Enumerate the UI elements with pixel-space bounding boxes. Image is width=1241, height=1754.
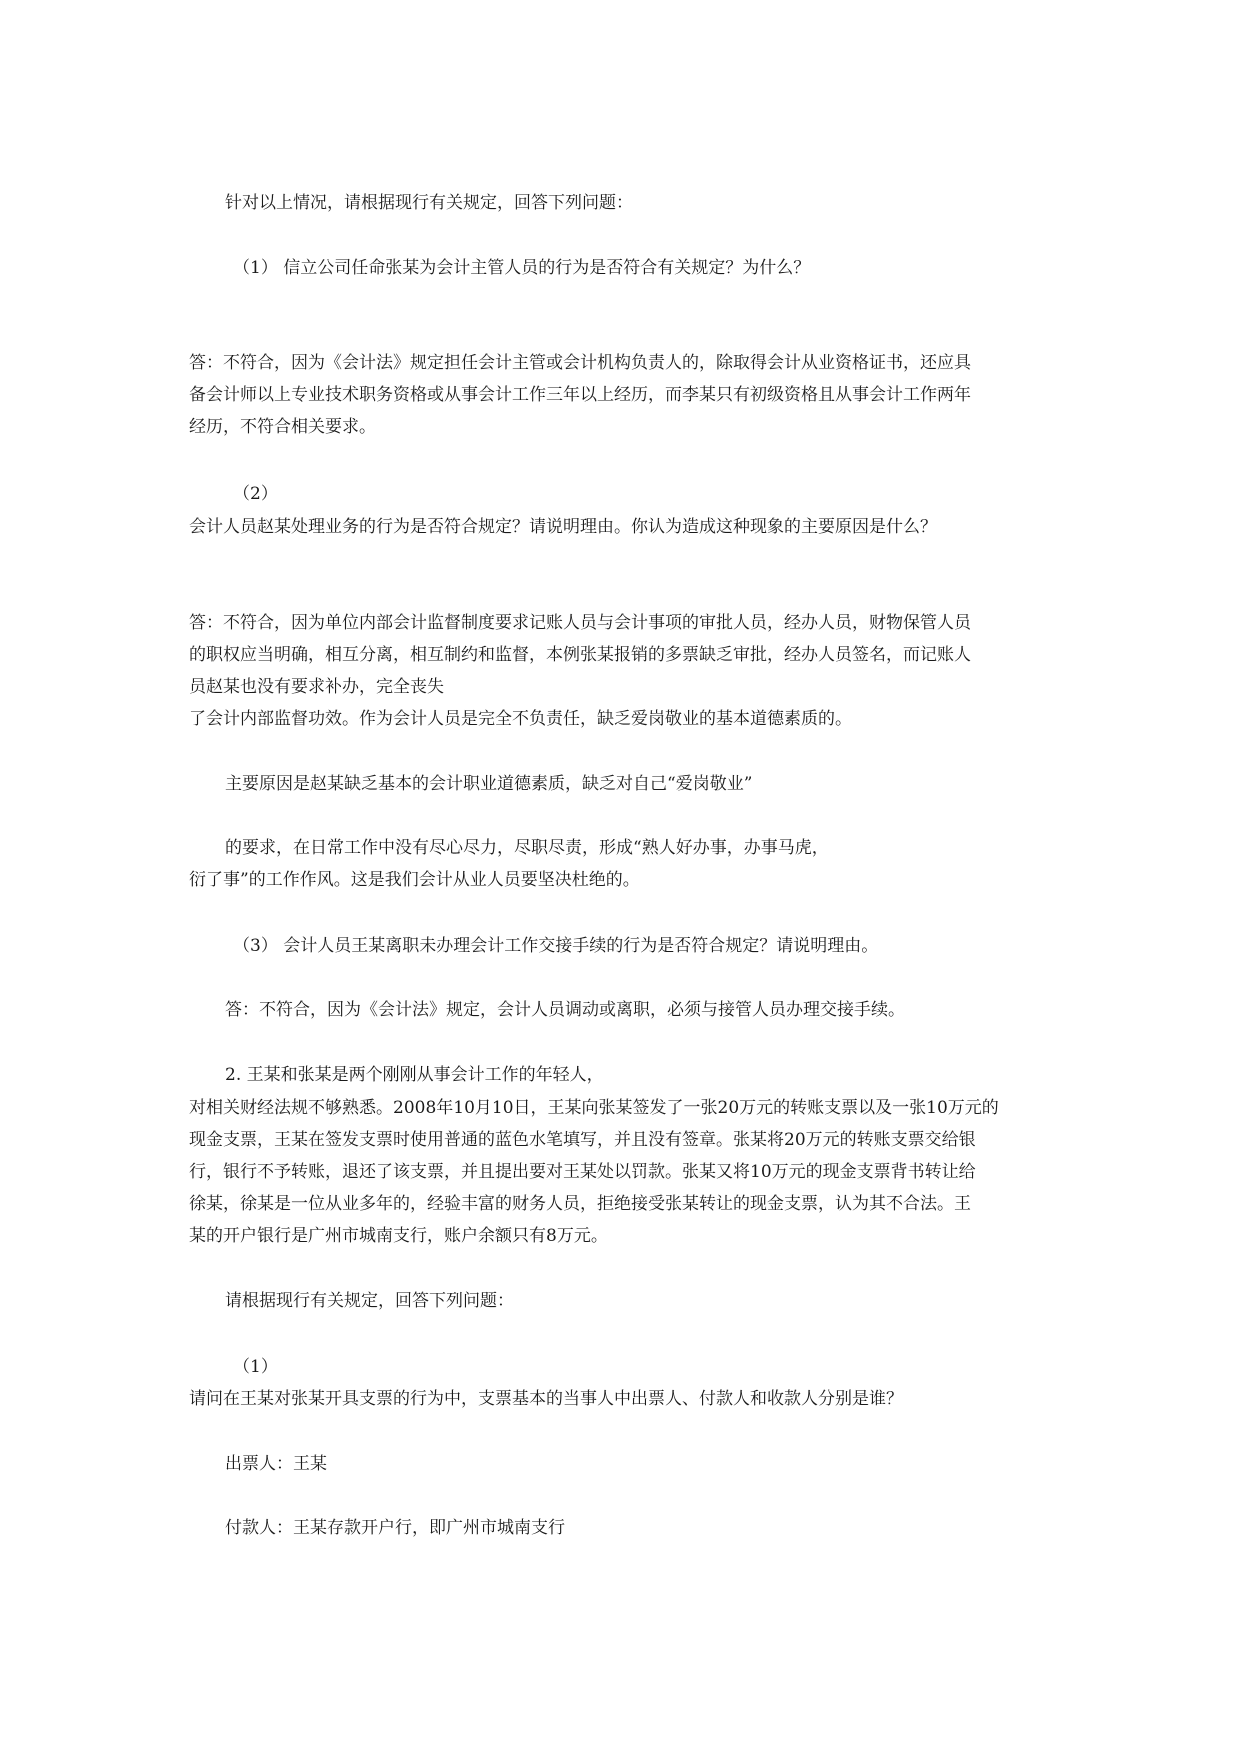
intro-paragraph: 针对以上情况，请根据现行有关规定，回答下列问题： (225, 193, 633, 213)
answer-2-line: 了会计内部监督功效。作为会计人员是完全不负责任，缺乏爱岗敬业的基本道德素质的。 (189, 709, 852, 729)
question-2-number: （2） (233, 484, 278, 504)
case-2-line: 行，银行不予转账，退还了该支票，并且提出要对王某处以罚款。张某又将10万元的现金支票背书转让给 (189, 1162, 976, 1182)
question-1 (233, 256, 810, 280)
case-2-line: 某的开户银行是广州市城南支行，账户余额只有8万元。 (189, 1226, 608, 1246)
answer-1-line: 经历，不符合相关要求。 (189, 417, 376, 437)
reason-paragraph-2-line: 衍了事”的工作作风。这是我们会计从业人员要坚决杜绝的。 (189, 870, 640, 890)
question-4-text: 请问在王某对张某开具支票的行为中，支票基本的当事人中出票人、付款人和收款人分别是谁？ (189, 1389, 903, 1409)
answer-2-line: 的职权应当明确，相互分离，相互制约和监督，本例张某报销的多票缺乏审批，经办人员签名，而记账人 (189, 645, 971, 665)
answer-1-line: 备会计师以上专业技术职务资格或从事会计工作三年以上经历，而李某只有初级资格且从事会计工作两年 (189, 385, 971, 405)
question-4-number: （1） (233, 1357, 278, 1377)
case-2-line: 现金支票，王某在签发支票时使用普通的蓝色水笔填写，并且没有签章。张某将20万元的转账支票交给银 (189, 1130, 976, 1150)
question-number: （1） (233, 258, 278, 278)
question-3 (233, 934, 878, 958)
question-number: （3） (233, 936, 278, 956)
answer-2-line: 员赵某也没有要求补办，完全丧失 (189, 677, 444, 697)
question-text: 信立公司任命张某为会计主管人员的行为是否符合有关规定？为什么？ (283, 258, 811, 278)
drawer-answer: 出票人：王某 (225, 1454, 327, 1474)
question-text: 会计人员王某离职未办理会计工作交接手续的行为是否符合规定？请说明理由。 (283, 936, 879, 956)
case-2-line: 对相关财经法规不够熟悉。2008年10月10日，王某向张某签发了一张20万元的转账支票以及一张10万元的 (189, 1098, 999, 1118)
payer-answer: 付款人：王某存款开户行，即广州市城南支行 (225, 1518, 565, 1538)
answer-2-line: 答：不符合，因为单位内部会计监督制度要求记账人员与会计事项的审批人员，经办人员，财物保管人员 (189, 613, 971, 633)
answer-1-line: 答：不符合，因为《会计法》规定担任会计主管或会计机构负责人的，除取得会计从业资格证书，还应具 (189, 353, 971, 373)
question-2-text: 会计人员赵某处理业务的行为是否符合规定？请说明理由。你认为造成这种现象的主要原因是什么？ (189, 517, 937, 537)
case-2-line: 2. 王某和张某是两个刚刚从事会计工作的年轻人， (225, 1065, 604, 1085)
answer-3: 答：不符合，因为《会计法》规定，会计人员调动或离职，必须与接管人员办理交接手续。 (225, 1000, 905, 1020)
reason-paragraph-2-line: 的要求，在日常工作中没有尽心尽力，尽职尽责，形成“熟人好办事，办事马虎， (225, 838, 829, 858)
reason-paragraph-1: 主要原因是赵某缺乏基本的会计职业道德素质，缺乏对自己“爱岗敬业” (225, 774, 753, 794)
intro-2-paragraph: 请根据现行有关规定，回答下列问题： (225, 1291, 514, 1311)
case-2-line: 徐某，徐某是一位从业多年的，经验丰富的财务人员，拒绝接受张某转让的现金支票，认为其不合法。王 (189, 1194, 971, 1214)
